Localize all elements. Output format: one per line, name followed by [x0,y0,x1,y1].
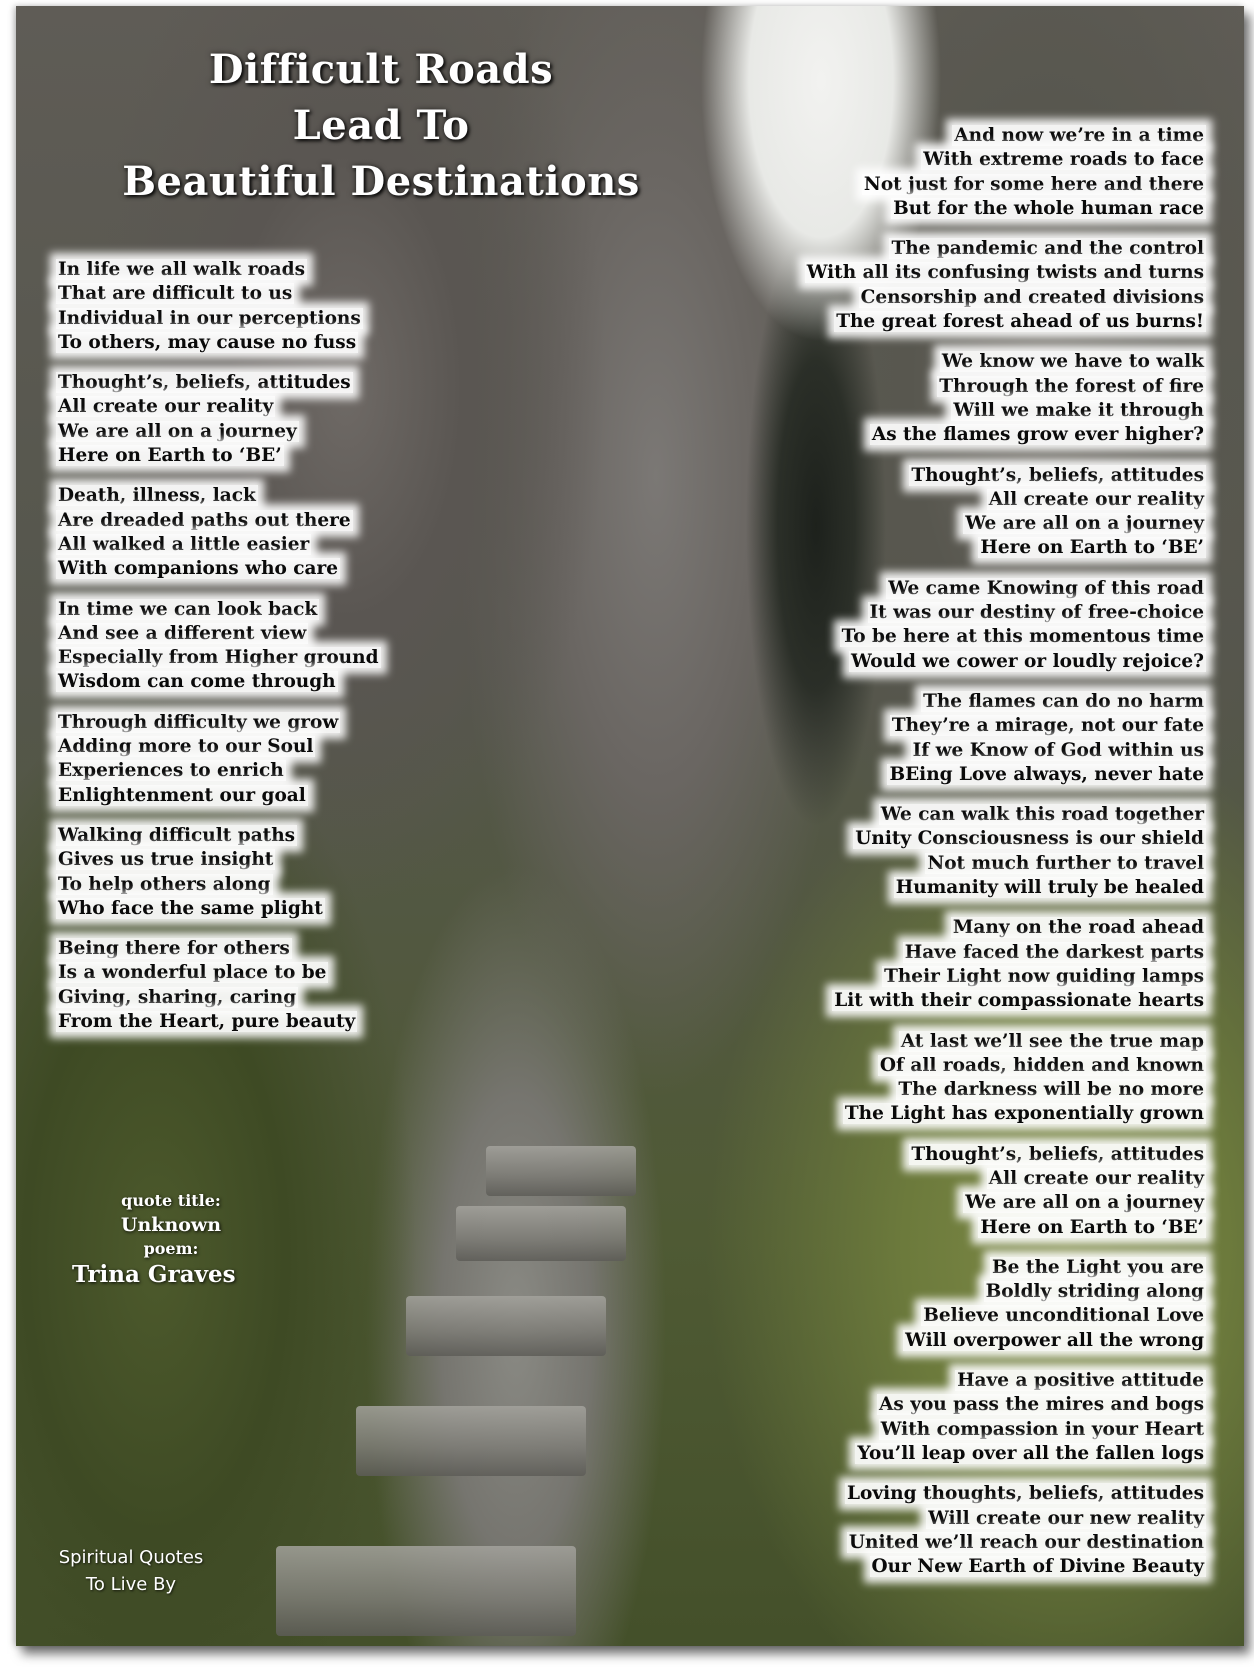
poem-line [56,307,381,331]
poem-line-text: Censorship and created divisions [860,286,1204,308]
poem-line-text: Boldly striding along [985,1281,1204,1303]
poem-line [805,1256,1206,1280]
stone-step [276,1546,576,1636]
poem-line [805,577,1206,601]
poem-line-text: To help others along [58,873,271,895]
poem-line-text: Adding more to our Soul [58,736,314,758]
stanza [56,824,381,921]
stone-step [406,1296,606,1356]
poem-line [805,350,1206,374]
poem-line-text: It was our destiny of free-choice [869,602,1204,624]
poem-line [805,1304,1206,1328]
poem-line-text: From the Heart, pure beauty [58,1011,356,1033]
poem-line [805,941,1206,965]
poem-line [805,763,1206,787]
stanza [56,711,381,808]
poem-line [805,536,1206,560]
poem-line [56,711,381,735]
poem-line-text: With extreme roads to face [923,149,1204,171]
poem-line [805,601,1206,625]
poem-line [805,1531,1206,1555]
poem-left-column [56,258,381,1050]
poem-line [805,1102,1206,1126]
poem-line [805,1369,1206,1393]
poem-line [56,897,381,921]
poem-line [805,1078,1206,1102]
poem-line [56,420,381,444]
poem-line [805,1442,1206,1466]
poem-line-text: That are difficult to us [58,283,293,305]
poem-line [805,148,1206,172]
quote-title-value: Unknown [120,1214,222,1236]
poem-line [805,803,1206,827]
poem-line-text: Who face the same plight [58,897,323,919]
stone-step [456,1206,626,1261]
poem-line-text: Unity Consciousness is our shield [855,828,1204,850]
quote-title-label: quote title: [121,1191,221,1210]
poem-line-text: Their Light now guiding lamps [884,965,1204,987]
poem-line-text: All create our reality [988,488,1204,510]
poem-line-text: All create our reality [58,396,274,418]
stone-step [356,1406,586,1476]
poem-line-text: Will create our new reality [928,1507,1204,1529]
poem-line [805,488,1206,512]
poem-line [56,873,381,897]
poem-line [805,399,1206,423]
poem-line-text: Believe unconditional Love [923,1305,1204,1327]
poem-line-text: Not just for some here and there [863,173,1204,195]
poem-line [805,876,1206,900]
poem-line-text: All walked a little easier [58,533,310,555]
poem-line [56,986,381,1010]
poem-line-text: We are all on a journey [58,420,297,442]
poem-line-text: Loving thoughts, beliefs, attitudes [847,1483,1204,1505]
poem-line-text: The Light has exponentially grown [844,1103,1204,1125]
poem-line-text: Not much further to travel [927,852,1204,874]
brand-watermark [46,1544,216,1598]
poem-line [805,1482,1206,1506]
stanza [805,350,1206,447]
stanza [805,1143,1206,1240]
poem-line [805,512,1206,536]
poem-line [56,1010,381,1034]
stanza [805,577,1206,674]
poem-line [805,1418,1206,1442]
poem-line-text: Individual in our perceptions [58,307,361,329]
poem-line-text: Enlightenment our goal [58,784,306,806]
poem-line [805,375,1206,399]
poem-line-text: With companions who care [58,558,339,580]
poem-line-text: The darkness will be no more [898,1079,1204,1101]
stanza [56,598,381,695]
poem-line [56,331,381,355]
poem-line [805,916,1206,940]
poem-line-text: Humanity will truly be healed [895,877,1204,899]
poem-line [56,848,381,872]
poem-line [805,1216,1206,1240]
poem-line-text: With compassion in your Heart [880,1418,1204,1440]
poem-line-text: Through the forest of fire [939,375,1204,397]
stanza [805,464,1206,561]
poem-line-text: All create our reality [988,1167,1204,1189]
poem-line [805,714,1206,738]
poem-label: poem: [143,1239,199,1258]
poem-line-text: Death, illness, lack [58,485,256,507]
credits [56,1190,286,1290]
poem-line-text: To others, may cause no fuss [58,331,357,353]
poem-line [56,258,381,282]
poem-line [56,646,381,670]
stanza [805,1482,1206,1579]
title-line: Difficult Roads [208,46,554,93]
poem-line-text: Giving, sharing, caring [58,986,297,1008]
poem-line-text: As the flames grow ever higher? [871,424,1204,446]
poem-line [56,533,381,557]
poem-line [805,1280,1206,1304]
stanza [805,803,1206,900]
poem-line [56,759,381,783]
stanza [805,916,1206,1013]
poem-line-text: To be here at this momentous time [841,626,1204,648]
poem-line [805,1393,1206,1417]
poem-line [805,1329,1206,1353]
poem-line-text: Be the Light you are [992,1256,1204,1278]
poem-line-text: You’ll leap over all the fallen logs [857,1442,1204,1464]
poem-title [56,42,706,210]
stanza [805,1256,1206,1353]
poem-line [805,1555,1206,1579]
poem-line [805,1030,1206,1054]
stanza [805,690,1206,787]
poem-line [56,622,381,646]
poem-line-text: With all its confusing twists and turns [806,262,1204,284]
poem-line-text: Experiences to enrich [58,760,284,782]
poem-line [805,286,1206,310]
stanza [805,1030,1206,1127]
poem-line-text: Gives us true insight [58,849,274,871]
poem-line-text: Wisdom can come through [58,671,336,693]
poem-line-text: We are all on a journey [965,513,1204,535]
poem-line-text: Would we cower or loudly rejoice? [850,650,1204,672]
poem-line-text: At last we’ll see the true map [900,1030,1204,1052]
poem-line-text: Will overpower all the wrong [905,1329,1204,1351]
poem-line-text: If we Know of God within us [912,739,1204,761]
poem-right-column [805,124,1206,1595]
poem-line-text: Thought’s, beliefs, attitudes [911,464,1204,486]
poem-line-text: Thought’s, beliefs, attitudes [58,372,351,394]
poem-line [805,237,1206,261]
poem-line [56,735,381,759]
poem-line-text: Here on Earth to ‘BE’ [58,445,282,467]
poem-line-text: Especially from Higher ground [58,647,379,669]
stanza [56,371,381,468]
poem-line-text: But for the whole human race [893,197,1204,219]
poem-line [805,310,1206,334]
poem-line [805,1507,1206,1531]
poem-line [56,282,381,306]
poem-line-text: We can walk this road together [880,804,1204,826]
poem-line [805,739,1206,763]
poem-line-text: And see a different view [58,622,307,644]
poem-line [56,824,381,848]
poem-line [56,670,381,694]
poem-line [56,509,381,533]
poem-line-text: Thought’s, beliefs, attitudes [911,1143,1204,1165]
poem-image-frame [16,6,1244,1646]
poem-line [56,598,381,622]
poem-line-text: We are all on a journey [965,1192,1204,1214]
poem-line-text: Have a positive attitude [957,1370,1204,1392]
brand-line: Spiritual Quotes [58,1547,204,1568]
poem-line-text: Many on the road ahead [952,917,1204,939]
stanza [56,484,381,581]
poem-line [805,852,1206,876]
poem-line [56,371,381,395]
poem-line [56,937,381,961]
stone-step [486,1146,636,1196]
poem-line [805,124,1206,148]
poem-line [805,625,1206,649]
poem-line [56,961,381,985]
poem-line-text: The pandemic and the control [891,238,1204,260]
stanza [805,237,1206,334]
poem-author: Trina Graves [72,1261,236,1288]
poem-line-text: Here on Earth to ‘BE’ [980,1216,1204,1238]
poem-line [805,197,1206,221]
poem-line [805,464,1206,488]
stanza [56,258,381,355]
poem-line [805,261,1206,285]
poem-line [805,650,1206,674]
poem-line [56,557,381,581]
poem-line-text: United we’ll reach our destination [848,1531,1204,1553]
poem-line [805,173,1206,197]
poem-line [805,827,1206,851]
poem-line-text: Through difficulty we grow [58,711,339,733]
poem-line [805,1191,1206,1215]
poem-line-text: Here on Earth to ‘BE’ [980,537,1204,559]
poem-line [805,989,1206,1013]
poem-line-text: Walking difficult paths [58,824,296,846]
poem-line-text: As you pass the mires and bogs [878,1394,1204,1416]
poem-line-text: Is a wonderful place to be [58,962,327,984]
poem-line-text: Our New Earth of Divine Beauty [871,1556,1204,1578]
stanza [805,1369,1206,1466]
poem-line-text: In life we all walk roads [58,259,306,280]
poem-line-text: We know we have to walk [941,351,1204,373]
poem-line-text: Will we make it through [953,399,1204,421]
poem-line-text: And now we’re in a time [954,125,1204,146]
poem-line-text: Of all roads, hidden and known [879,1054,1204,1076]
poem-line [805,1167,1206,1191]
title-line: Beautiful Destinations [122,158,640,205]
title-line: Lead To [292,102,470,149]
poem-line [805,1054,1206,1078]
poem-line [56,395,381,419]
poem-line [805,690,1206,714]
brand-line: To Live By [85,1574,177,1595]
poem-line-text: Have faced the darkest parts [904,941,1204,963]
poem-line-text: The great forest ahead of us burns! [836,311,1204,333]
poem-line-text: We came Knowing of this road [888,577,1204,599]
poem-line-text: The flames can do no harm [923,690,1204,712]
poem-line [805,965,1206,989]
stanza [56,937,381,1034]
poem-line-text: They’re a mirage, not our fate [891,715,1204,737]
poem-line-text: In time we can look back [58,598,318,620]
stanza [805,124,1206,221]
poem-line [56,484,381,508]
poem-line [56,784,381,808]
poem-line [805,1143,1206,1167]
poem-line-text: Are dreaded paths out there [58,509,351,531]
poem-line [805,423,1206,447]
poem-line-text: Lit with their compassionate hearts [834,990,1204,1012]
poem-line-text: BEing Love always, never hate [889,763,1204,785]
poem-line-text: Being there for others [58,938,290,960]
poem-line [56,444,381,468]
